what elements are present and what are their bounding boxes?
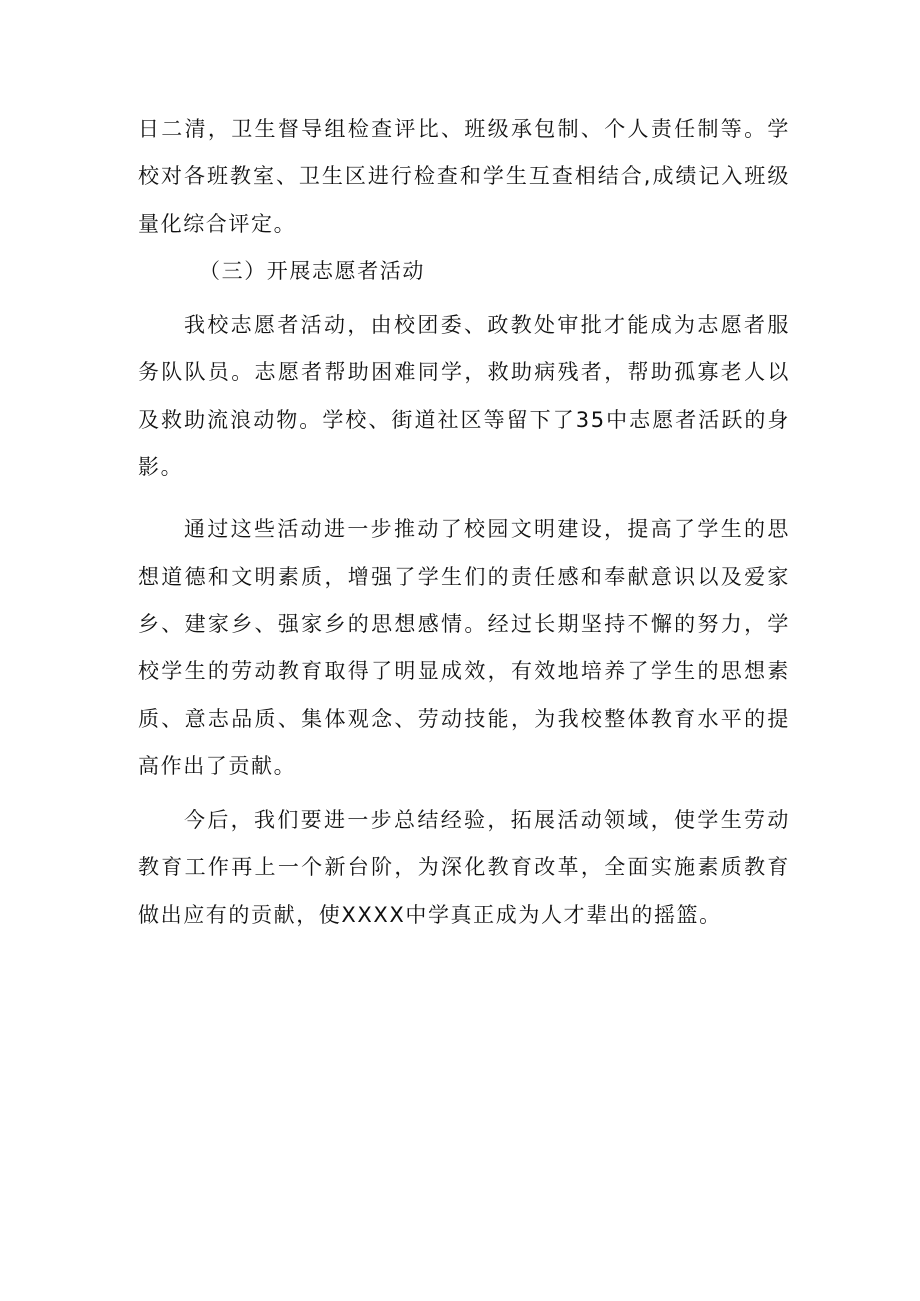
paragraph-volunteer: 我校志愿者活动，由校团委、政教处审批才能成为志愿者服务队队员。志愿者帮助困难同学，救助病残者，帮助孤寡老人以及救助流浪动物。学校、街道社区等留下了35中志愿者活跃的身影。 <box>138 313 790 480</box>
paragraph-continuation: 日二清，卫生督导组检查评比、班级承包制、个人责任制等。学校对各班教室、卫生区进行检查和学生互查相结合,成绩记入班级量化综合评定。 <box>138 117 790 236</box>
section-heading: （三）开展志愿者活动 <box>199 258 425 283</box>
paragraph-conclusion: 今后，我们要进一步总结经验，拓展活动领域，使学生劳动教育工作再上一个新台阶，为深化教育改革，全面实施素质教育做出应有的贡献，使XXXX中学真正成为人才辈出的摇篮。 <box>138 808 790 927</box>
paragraph-summary: 通过这些活动进一步推动了校园文明建设，提高了学生的思想道德和文明素质，增强了学生们的责任感和奉献意识以及爱家乡、建家乡、强家乡的思想感情。经过长期坚持不懈的努力，学校学生的劳动教育取得了明显成效，有效地培养了学生的思想素质、意志品质、集体观念、劳动技能，为我校整体教育水平的提高作出了贡献。 <box>138 517 790 778</box>
document-body <box>138 106 790 939</box>
